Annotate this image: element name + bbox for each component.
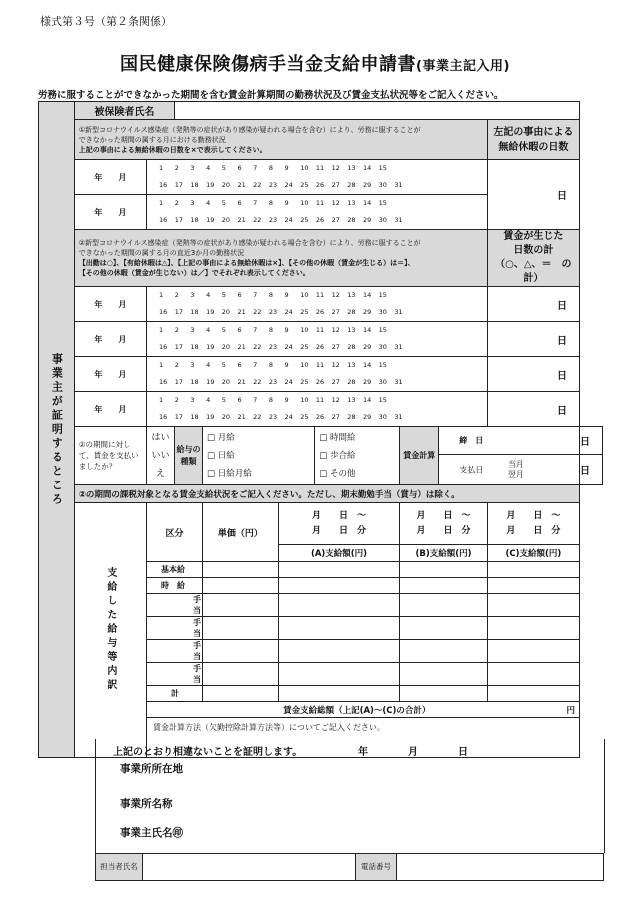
paid-days-field-4[interactable]: 日 bbox=[487, 392, 579, 427]
cutoff-day-field[interactable]: 日 bbox=[580, 427, 603, 455]
wage-breakdown-side-label: 支給した給与等内訳 bbox=[74, 503, 146, 758]
title-main: 国民健康保険傷病手当金支給申請書 bbox=[120, 54, 417, 75]
col-amount-c: (C)支給額(円) bbox=[487, 545, 579, 562]
day-grid-s2-1[interactable] bbox=[147, 287, 488, 322]
col-amount-a: (A)支給額(円) bbox=[278, 545, 400, 562]
row-allowance: 手当 bbox=[147, 640, 203, 663]
paid-days-field-1[interactable]: 日 bbox=[487, 287, 579, 322]
paid-days-field-3[interactable]: 日 bbox=[487, 357, 579, 392]
row-hourly-pay: 時 給 bbox=[147, 578, 203, 594]
amount-b-cell[interactable] bbox=[400, 617, 487, 640]
amount-a-cell[interactable] bbox=[278, 578, 400, 594]
day-row-second: 16 17 18 19 20 21 22 23 24 25 26 27 28 29 30 31 bbox=[159, 413, 403, 421]
amount-b-cell[interactable] bbox=[400, 594, 487, 617]
amount-b-cell[interactable] bbox=[400, 578, 487, 594]
col-unit-price: 単価（円） bbox=[202, 503, 278, 562]
day-row-second: 16 17 18 19 20 21 22 23 24 25 26 27 28 29 30 31 bbox=[159, 216, 403, 224]
amount-b-cell[interactable] bbox=[400, 640, 487, 663]
amount-a-cell[interactable] bbox=[278, 562, 400, 578]
title-sub: (事業主記入用) bbox=[416, 59, 510, 74]
day-row-first: 1 2 3 4 5 6 7 8 9 10 11 12 13 14 15 bbox=[159, 326, 387, 334]
day-row-first: 1 2 3 4 5 6 7 8 9 10 11 12 13 14 15 bbox=[159, 199, 387, 207]
amount-c-cell[interactable] bbox=[487, 594, 579, 617]
unit-price-cell[interactable] bbox=[202, 594, 278, 617]
month-label: 年 月 bbox=[74, 287, 146, 322]
choice-yes[interactable]: はい bbox=[151, 432, 170, 443]
day-row-first: 1 2 3 4 5 6 7 8 9 10 11 12 13 14 15 bbox=[159, 361, 387, 369]
month-label: 年 月 bbox=[74, 195, 146, 230]
day-grid-s2-3[interactable] bbox=[147, 357, 488, 392]
row-allowance: 手当 bbox=[147, 617, 203, 640]
amount-a-cell[interactable] bbox=[278, 594, 400, 617]
month-label: 年 月 bbox=[74, 160, 146, 195]
unit-price-cell[interactable] bbox=[202, 663, 278, 686]
phone-label: 電話番号 bbox=[356, 854, 397, 881]
certification-date[interactable]: 年 月 日 bbox=[358, 747, 468, 758]
day-row-second: 16 17 18 19 20 21 22 23 24 25 26 27 28 29 30 31 bbox=[159, 343, 403, 351]
row-allowance: 手当 bbox=[147, 594, 203, 617]
payday-label: 支払日 当月 翌月 bbox=[439, 455, 580, 485]
contact-table bbox=[95, 853, 604, 881]
month-label: 年 月 bbox=[74, 357, 146, 392]
insured-name-label: 被保険者氏名 bbox=[74, 102, 174, 120]
wage-calc-label: 賃金計算 bbox=[400, 427, 439, 485]
section1-description: ①新型コロナウイルス感染症（発熱等の症状があり感染が疑われる場合を含む）により、労務に服することが できなかった期間の属する月における勤務状況 上記の事由による無給休暇の日数を×で表示してください。 bbox=[74, 120, 487, 160]
page-title bbox=[0, 50, 630, 76]
day-row-second: 16 17 18 19 20 21 22 23 24 25 26 27 28 29 30 31 bbox=[159, 181, 403, 189]
side-label-employer: 事業主が証明するところ bbox=[39, 102, 75, 758]
this-month-option[interactable]: 当月 bbox=[507, 459, 524, 469]
certification-statement: 上記のとおり相違ないことを証明します。 bbox=[113, 747, 303, 758]
amount-b-cell[interactable] bbox=[400, 686, 487, 702]
next-month-option[interactable]: 翌月 bbox=[507, 469, 524, 479]
unit-price-cell[interactable] bbox=[202, 640, 278, 663]
wage-paid-choice[interactable] bbox=[147, 427, 175, 485]
day-grid-s1-2[interactable] bbox=[147, 195, 488, 230]
day-row-second: 16 17 18 19 20 21 22 23 24 25 26 27 28 29 30 31 bbox=[159, 378, 403, 386]
period-b[interactable]: 月 日 ～ 月 日 分 bbox=[400, 503, 487, 545]
day-grid-s2-2[interactable] bbox=[147, 322, 488, 357]
certification-block bbox=[95, 739, 605, 853]
amount-b-cell[interactable] bbox=[400, 562, 487, 578]
form-number: 様式第３号（第２条関係） bbox=[40, 15, 172, 28]
pay-type-options-right[interactable]: □ 時間給 □ 歩合給 □ その他 bbox=[315, 427, 400, 485]
employer-certification-table bbox=[38, 101, 603, 758]
unit-price-cell[interactable] bbox=[202, 617, 278, 640]
amount-c-cell[interactable] bbox=[487, 640, 579, 663]
col-amount-b: (B)支給額(円) bbox=[400, 545, 487, 562]
section1-right-header: 左記の事由による 無給休暇の日数 bbox=[487, 120, 579, 160]
payday-field[interactable]: 日 bbox=[580, 455, 603, 485]
period-a[interactable]: 月 日 ～ 月 日 分 bbox=[278, 503, 400, 545]
row-allowance: 手当 bbox=[147, 663, 203, 686]
amount-b-cell[interactable] bbox=[400, 663, 487, 686]
section2-right-header: 賃金が生じた 日数の計 （○、△、＝ の計） bbox=[487, 230, 579, 287]
month-label: 年 月 bbox=[74, 392, 146, 427]
day-row-first: 1 2 3 4 5 6 7 8 9 10 11 12 13 14 15 bbox=[159, 164, 387, 172]
col-category: 区分 bbox=[147, 503, 203, 562]
person-in-charge-field[interactable] bbox=[143, 854, 356, 881]
wage-grand-total[interactable]: 賃金支給総額（上記(A)～(C)の合計） 円 bbox=[147, 702, 580, 718]
pay-type-options-left[interactable]: □ 月給 □ 日給 □ 日給月給 bbox=[202, 427, 314, 485]
amount-a-cell[interactable] bbox=[278, 640, 400, 663]
owner-name-label: 事業主氏名㊞ bbox=[120, 827, 183, 839]
choice-no[interactable]: いいえ bbox=[151, 450, 170, 479]
day-row-second: 16 17 18 19 20 21 22 23 24 25 26 27 28 29 30 31 bbox=[159, 308, 403, 316]
wage-section-heading: ②の期間の課税対象となる賃金支給状況をご記入ください。ただし、期末勤勉手当（賞与）は除く。 bbox=[74, 485, 579, 503]
amount-c-cell[interactable] bbox=[487, 663, 579, 686]
unit-price-cell[interactable] bbox=[202, 578, 278, 594]
cutoff-day-label: 締 日 bbox=[439, 427, 580, 455]
phone-field[interactable] bbox=[397, 854, 604, 881]
insured-name-field[interactable] bbox=[175, 102, 580, 120]
person-in-charge-label: 担当者氏名 bbox=[96, 854, 143, 881]
unit-price-cell[interactable] bbox=[202, 686, 278, 702]
paid-days-field-2[interactable]: 日 bbox=[487, 322, 579, 357]
wage-question: ②の期間に対して、賃金を支払いましたか？ bbox=[74, 427, 146, 485]
amount-a-cell[interactable] bbox=[278, 663, 400, 686]
amount-c-cell[interactable] bbox=[487, 578, 579, 594]
calc-method-field[interactable]: 賃金計算方法（欠勤控除計算方法等）についてご記入ください。 bbox=[147, 718, 580, 758]
day-grid-s2-4[interactable] bbox=[147, 392, 488, 427]
day-row-first: 1 2 3 4 5 6 7 8 9 10 11 12 13 14 15 bbox=[159, 291, 387, 299]
office-address-label: 事業所所在地 bbox=[120, 763, 183, 775]
section2-description: ②新型コロナウイルス感染症（発熱等の症状があり感染が疑われる場合を含む）により、労務に服することが できなかった期間の属する月の直近3か月の勤務状況 【出勤は○】、【有給休暇は△】、【上記の事由による無給休暇は×】、【その他の休暇（賃金が生じる）は＝】、 【その他の休暇（賃金が生じない）は／】でそれぞれ表示してください。 bbox=[74, 230, 487, 287]
amount-c-cell[interactable] bbox=[487, 686, 579, 702]
instruction-text: 労務に服することができなかった期間を含む賃金計算期間の勤務状況及び賃金支払状況等をご記入ください。 bbox=[38, 90, 504, 101]
month-label: 年 月 bbox=[74, 322, 146, 357]
unpaid-leave-days-field[interactable]: 日 bbox=[487, 160, 579, 230]
unit-price-cell[interactable] bbox=[202, 562, 278, 578]
pay-type-label: 給与の種類 bbox=[175, 427, 203, 485]
office-name-label: 事業所名称 bbox=[120, 798, 173, 810]
amount-c-cell[interactable] bbox=[487, 562, 579, 578]
period-c[interactable]: 月 日 ～ 月 日 分 bbox=[487, 503, 579, 545]
day-grid-s1-1[interactable] bbox=[147, 160, 488, 195]
amount-a-cell[interactable] bbox=[278, 617, 400, 640]
amount-a-cell[interactable] bbox=[278, 686, 400, 702]
amount-c-cell[interactable] bbox=[487, 617, 579, 640]
row-total: 計 bbox=[147, 686, 203, 702]
day-row-first: 1 2 3 4 5 6 7 8 9 10 11 12 13 14 15 bbox=[159, 396, 387, 404]
row-base-pay: 基本給 bbox=[147, 562, 203, 578]
